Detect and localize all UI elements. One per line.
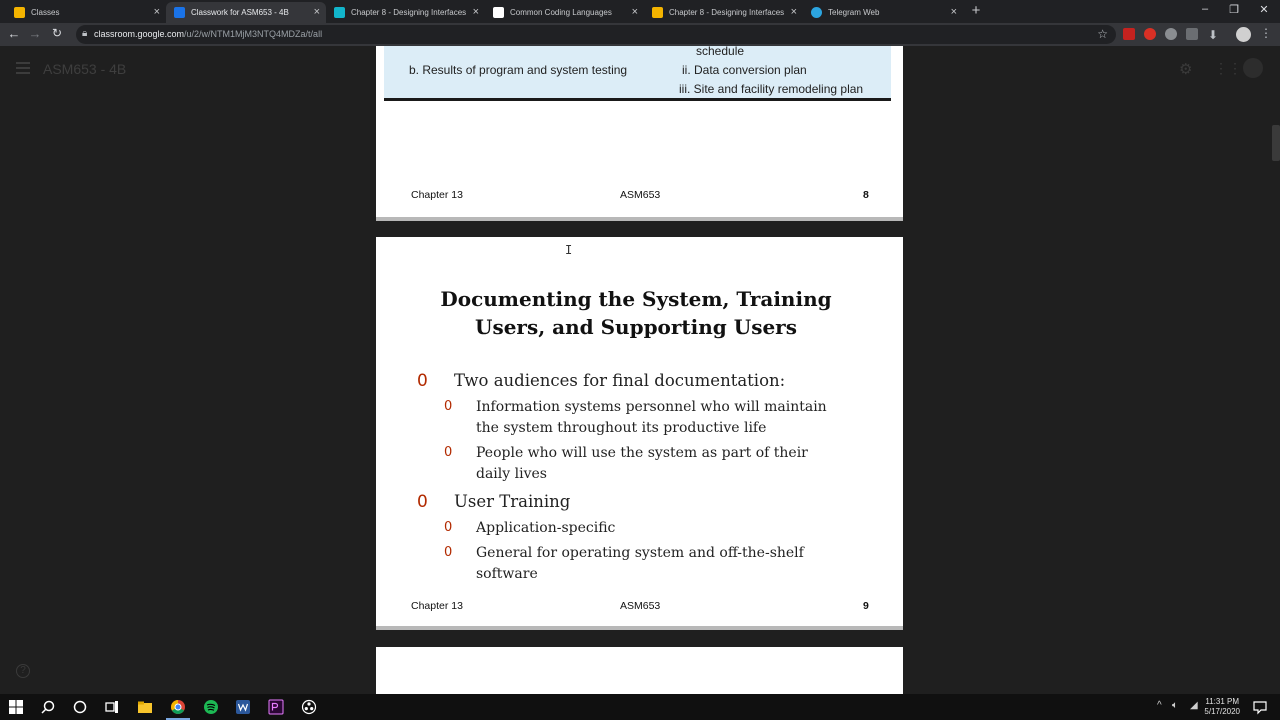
slide-title xyxy=(376,285,896,341)
table-cell: ii. Data conversion plan xyxy=(682,63,807,77)
browser-tab-telegram[interactable] xyxy=(803,2,963,23)
cortana-icon[interactable] xyxy=(72,699,88,715)
bullet-text-continued: the system throughout its productive life xyxy=(476,420,767,436)
system-clock[interactable] xyxy=(1204,697,1240,717)
browser-tab-chapter8-a[interactable] xyxy=(326,2,485,23)
apps-grid-icon[interactable]: ⋮⋮ xyxy=(1214,60,1242,76)
telegram-icon xyxy=(811,7,822,18)
bullet-marker: 0 xyxy=(417,492,428,512)
clock-date: 5/17/2020 xyxy=(1204,707,1240,716)
tab-label: Classwork for ASM653 - 4B xyxy=(191,8,289,17)
settings-gear-icon[interactable]: ⚙ xyxy=(1179,61,1193,78)
bullet-marker: 0 xyxy=(444,399,453,414)
reload-button[interactable]: ↻ xyxy=(51,26,63,40)
tab-label: Classes xyxy=(31,8,60,17)
help-icon[interactable]: ? xyxy=(16,664,30,678)
address-bar[interactable] xyxy=(76,25,1116,44)
slides-icon xyxy=(334,7,345,18)
footer-page-number: 8 xyxy=(863,189,869,201)
browser-toolbar xyxy=(0,23,1280,46)
bullet-marker: 0 xyxy=(444,445,453,460)
table-band xyxy=(384,46,891,101)
tab-close-icon[interactable]: × xyxy=(153,6,160,18)
back-button[interactable]: ← xyxy=(7,26,21,41)
windows-taskbar xyxy=(0,694,1280,720)
bullet-text: User Training xyxy=(454,492,571,511)
slide-page-10 xyxy=(376,647,903,694)
bullet-marker: 0 xyxy=(444,545,453,560)
extension-icon[interactable] xyxy=(1165,28,1177,40)
pdf-extension-icon[interactable] xyxy=(1123,28,1135,40)
slide-title-line: Users, and Supporting Users xyxy=(475,315,797,339)
page-icon xyxy=(493,7,504,18)
premiere-icon[interactable] xyxy=(268,699,284,715)
tab-close-icon[interactable]: × xyxy=(790,6,797,18)
minimize-button[interactable]: – xyxy=(1201,3,1209,15)
menu-dots-icon[interactable]: ⋮ xyxy=(1260,26,1272,40)
footer-page-number: 9 xyxy=(863,600,869,612)
obs-icon[interactable] xyxy=(301,699,317,715)
slide-page-9 xyxy=(376,237,903,630)
chrome-icon[interactable] xyxy=(170,699,186,715)
slide-title-line: Documenting the System, Training xyxy=(440,287,832,311)
tab-label: Common Coding Languages xyxy=(510,8,612,17)
window-close-button[interactable]: ✕ xyxy=(1259,4,1269,16)
volume-icon[interactable]: 🔈︎ xyxy=(1172,700,1178,711)
word-icon[interactable] xyxy=(235,699,251,715)
file-explorer-icon[interactable] xyxy=(137,699,153,715)
slides-icon xyxy=(652,7,663,18)
browser-tab-classwork[interactable] xyxy=(166,2,326,23)
url-host: classroom.google.com xyxy=(94,29,185,39)
browser-tab-coding-languages[interactable] xyxy=(485,2,644,23)
bullet-marker: 0 xyxy=(417,371,428,391)
windows-start-icon[interactable] xyxy=(8,699,24,715)
table-cell: iii. Site and facility remodeling plan xyxy=(679,82,864,96)
footer-chapter: Chapter 13 xyxy=(411,600,463,612)
classroom-icon xyxy=(174,7,185,18)
bullet-text-continued: daily lives xyxy=(476,466,547,482)
main-menu-icon[interactable] xyxy=(16,62,30,77)
bullet-text: Application-specific xyxy=(476,520,616,536)
network-icon[interactable]: ◢ xyxy=(1190,700,1198,711)
tab-close-icon[interactable]: × xyxy=(631,6,638,18)
scrollbar-thumb[interactable] xyxy=(1272,125,1280,161)
forward-button[interactable]: → xyxy=(28,26,42,41)
browser-tab-strip xyxy=(0,0,1280,23)
bookmark-star-icon[interactable]: ☆ xyxy=(1097,27,1108,41)
spotify-icon[interactable] xyxy=(203,699,219,715)
text-cursor-icon: I xyxy=(565,243,573,257)
browser-tab-chapter8-b[interactable] xyxy=(644,2,803,23)
tab-close-icon[interactable]: × xyxy=(313,6,320,18)
bullet-text: Information systems personnel who will maintain xyxy=(476,399,827,415)
tab-close-icon[interactable]: × xyxy=(950,6,957,18)
account-avatar[interactable] xyxy=(1243,58,1263,78)
classroom-icon xyxy=(14,7,25,18)
extension-icon[interactable] xyxy=(1144,28,1156,40)
clock-time: 11:31 PM xyxy=(1205,697,1240,706)
task-view-icon[interactable] xyxy=(104,699,120,715)
table-cell: b. Results of program and system testing xyxy=(409,63,628,77)
class-title[interactable]: ASM653 - 4B xyxy=(43,61,127,77)
tab-label: Chapter 8 - Designing Interfaces xyxy=(669,8,785,17)
lock-icon: 🔒︎ xyxy=(82,28,88,39)
tab-close-icon[interactable]: × xyxy=(472,6,479,18)
bullet-text: People who will use the system as part of their xyxy=(476,445,808,461)
url-path: /u/2/w/NTM1MjM3NTQ4MDZa/t/all xyxy=(184,29,323,39)
restore-button[interactable]: ❐ xyxy=(1229,4,1239,16)
new-tab-button[interactable]: + xyxy=(971,2,981,19)
download-icon[interactable]: ⬇ xyxy=(1208,28,1219,42)
bullet-text-continued: software xyxy=(476,566,538,582)
tab-label: Telegram Web xyxy=(828,8,880,17)
tab-label: Chapter 8 - Designing Interfaces xyxy=(351,8,467,17)
search-icon[interactable] xyxy=(40,699,56,715)
url-text xyxy=(94,29,322,39)
profile-avatar[interactable] xyxy=(1236,27,1251,42)
footer-course: ASM653 xyxy=(620,600,661,612)
slide-page-8 xyxy=(376,46,903,221)
table-cell: schedule xyxy=(696,44,745,58)
footer-course: ASM653 xyxy=(620,189,661,201)
notification-center-icon[interactable] xyxy=(1252,699,1268,715)
extension-icon[interactable] xyxy=(1186,28,1198,40)
browser-tab-classes[interactable] xyxy=(6,2,166,23)
footer-chapter: Chapter 13 xyxy=(411,189,463,201)
bullet-text: General for operating system and off-the-shelf xyxy=(476,545,804,561)
bullet-text: Two audiences for final documentation: xyxy=(454,371,786,390)
bullet-marker: 0 xyxy=(444,520,453,535)
tray-overflow-chevron-icon[interactable]: ^ xyxy=(1157,700,1162,711)
